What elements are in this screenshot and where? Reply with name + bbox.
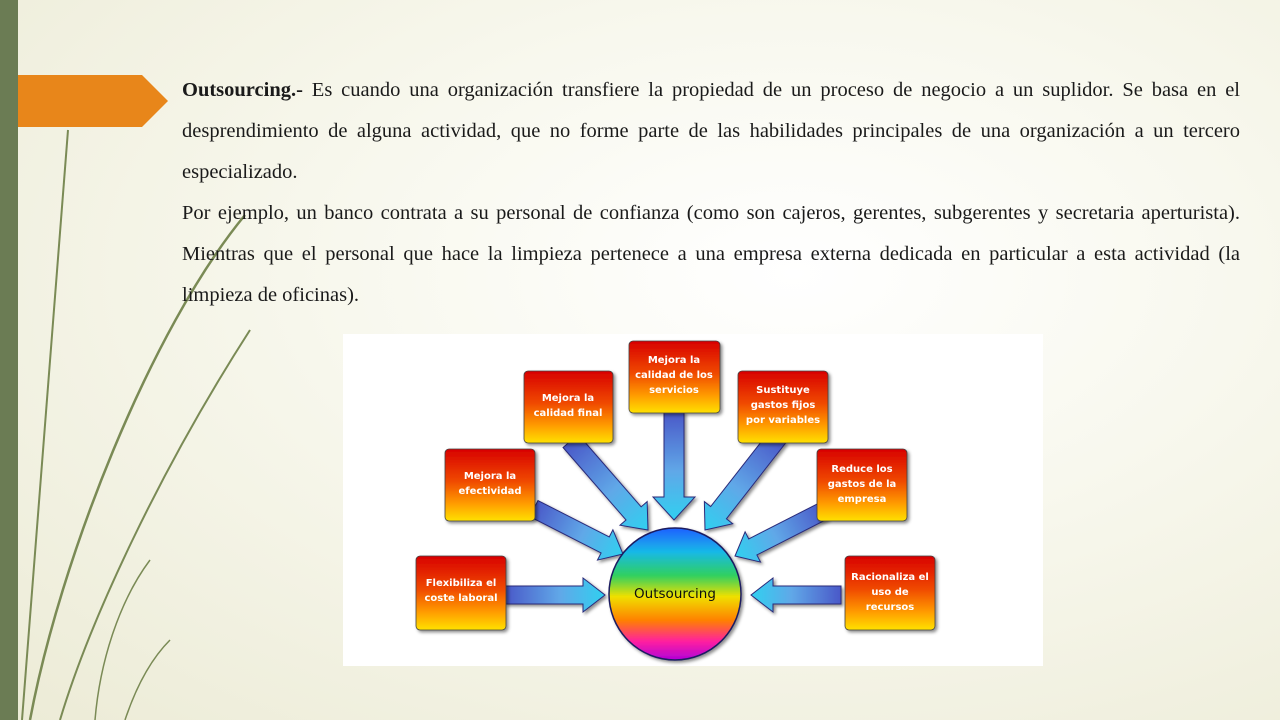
node-reduce-line2: gastos de la [827, 479, 897, 490]
node-reduce-line3: empresa [837, 494, 887, 505]
arrow-from-servicios [653, 412, 695, 520]
outsourcing-diagram [343, 334, 1043, 666]
node-flexibiliza [416, 556, 506, 630]
node-racionaliza-line1: Racionaliza el [851, 572, 929, 583]
arrow-from-flexibiliza [505, 578, 605, 612]
node-sustituye-line3: por variables [745, 415, 821, 426]
example-paragraph: Por ejemplo, un banco contrata a su personal de confianza (como son cajeros, gerentes, subgerentes y secretaria aperturista). Mientras que el personal que hace la limpieza pertenece a una empresa externa dedicada en particular a esta actividad (la limpieza de oficinas). [182, 202, 1240, 306]
node-servicios [629, 341, 720, 413]
definition-text: Es cuando una organización transfiere la propiedad de un proceso de negocio a un suplidor. Se basa en el desprendimiento de alguna actividad, que no forme parte de las habilidades principales de una organización a un tercero especializado. [182, 79, 1240, 183]
node-reduce-line1: Reduce los [831, 464, 893, 475]
node-servicios-line2: calidad de los [635, 370, 713, 381]
node-calidad-final-line2: calidad final [533, 408, 603, 419]
node-calidad-final-line1: Mejora la [541, 393, 595, 404]
node-sustituye-line1: Sustituye [756, 385, 810, 396]
node-efectividad-line2: efectividad [458, 486, 522, 497]
node-efectividad [445, 449, 535, 521]
node-servicios-line3: servicios [649, 385, 699, 396]
node-flexibiliza-line1: Flexibiliza el [425, 578, 497, 589]
node-racionaliza-line3: recursos [865, 602, 915, 613]
node-sustituye-line2: gastos fijos [750, 400, 816, 411]
node-servicios-line1: Mejora la [647, 355, 701, 366]
node-racionaliza-line2: uso de [871, 587, 909, 598]
node-efectividad-line1: Mejora la [463, 471, 517, 482]
slide-text [182, 70, 1240, 316]
node-sustituye [738, 371, 828, 443]
arrow-from-racionaliza [751, 578, 841, 612]
outsourcing-center-circle [609, 528, 741, 660]
node-calidad-final [524, 371, 613, 443]
node-racionaliza [845, 556, 935, 630]
definition-paragraph [182, 70, 1240, 193]
node-flexibiliza-line2: coste laboral [424, 593, 498, 604]
orange-accent-tab [18, 75, 168, 127]
center-label: Outsourcing [634, 586, 716, 602]
term-outsourcing: Outsourcing.- [182, 79, 303, 101]
node-reduce [817, 449, 907, 521]
arrow-from-reduce [727, 495, 832, 571]
